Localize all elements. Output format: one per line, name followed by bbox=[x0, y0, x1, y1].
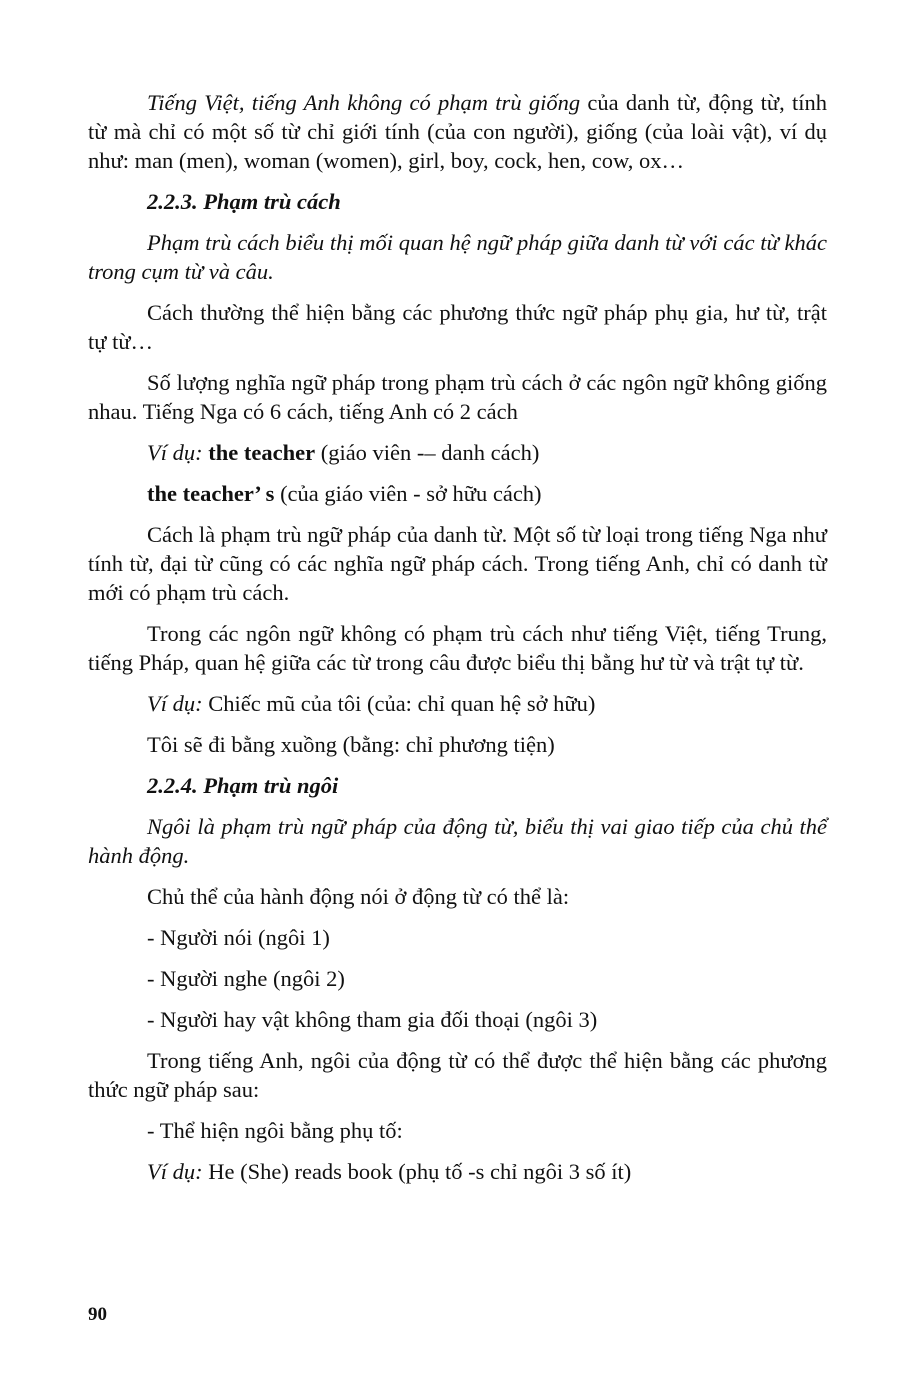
paragraph-case-methods: Cách thường thể hiện bằng các phương thức ngữ pháp phụ gia, hư từ, trật tự từ… bbox=[88, 300, 827, 354]
paragraph-gender-category bbox=[88, 88, 827, 175]
example-text: Chiếc mũ của tôi (của: chỉ quan hệ sở hữu) bbox=[202, 691, 596, 716]
definition-person-category: Ngôi là phạm trù ngữ pháp của động từ, biểu thị vai giao tiếp của chủ thể hành động. bbox=[88, 814, 827, 868]
paragraph-languages-without-case: Trong các ngôn ngữ không có phạm trù cách như tiếng Việt, tiếng Trung, tiếng Pháp, quan hệ giữa các từ trong câu được biểu thị bằng hư từ và trật tự từ. bbox=[88, 621, 827, 675]
example-term: the teacher bbox=[208, 440, 316, 465]
section-heading-2-2-3: 2.2.3. Phạm trù cách bbox=[147, 189, 341, 214]
example-third-person-s bbox=[88, 1157, 827, 1186]
list-item-third-person: - Người hay vật không tham gia đối thoại (ngôi 3) bbox=[147, 1007, 598, 1032]
example-term: the teacher’ s bbox=[147, 481, 275, 506]
example-gloss: (của giáo viên - sở hữu cách) bbox=[274, 481, 542, 506]
paragraph-text: của danh từ, động từ, tính từ mà chỉ có một số từ chỉ giới tính (của con người), giống (của loài vật), ví dụ như: man (men), woman (women), girl, boy, cock, hen, cow, ox… bbox=[88, 90, 827, 173]
list-item-second-person: - Người nghe (ngôi 2) bbox=[147, 966, 345, 991]
example-gloss: (giáo viên -– danh cách) bbox=[315, 440, 540, 465]
paragraph-subject-of-action: Chủ thể của hành động nói ở động từ có thể là: bbox=[147, 884, 570, 909]
example-nominative bbox=[88, 438, 827, 467]
list-item-first-person: - Người nói (ngôi 1) bbox=[147, 925, 330, 950]
paragraph-case-word-classes: Cách là phạm trù ngữ pháp của danh từ. Một số từ loại trong tiếng Nga như tính từ, đại từ cũng có các nghĩa ngữ pháp cách. Trong tiếng Anh, chỉ có danh từ mới có phạm trù cách. bbox=[88, 522, 827, 605]
example-instrument: Tôi sẽ đi bằng xuồng (bằng: chỉ phương tiện) bbox=[147, 732, 555, 757]
list-item-affix: - Thể hiện ngôi bằng phụ tố: bbox=[147, 1118, 403, 1143]
paragraph-case-count: Số lượng nghĩa ngữ pháp trong phạm trù cách ở các ngôn ngữ không giống nhau. Tiếng Nga có 6 cách, tiếng Anh có 2 cách bbox=[88, 370, 827, 424]
example-text: He (She) reads book (phụ tố -s chỉ ngôi 3 số ít) bbox=[202, 1159, 632, 1184]
definition-case-category: Phạm trù cách biểu thị mối quan hệ ngữ pháp giữa danh từ với các từ khác trong cụm từ và câu. bbox=[88, 230, 827, 284]
example-label: Ví dụ: bbox=[147, 691, 203, 716]
section-heading-2-2-4: 2.2.4. Phạm trù ngôi bbox=[147, 773, 339, 798]
example-possessive bbox=[88, 479, 827, 508]
example-label: Ví dụ: bbox=[147, 440, 203, 465]
example-label: Ví dụ: bbox=[147, 1159, 203, 1184]
paragraph-english-person: Trong tiếng Anh, ngôi của động từ có thể được thể hiện bằng các phương thức ngữ pháp sau: bbox=[88, 1048, 827, 1102]
document-page bbox=[88, 88, 827, 1198]
example-possession bbox=[88, 689, 827, 718]
page-number: 90 bbox=[88, 1304, 107, 1325]
italic-lead: Tiếng Việt, tiếng Anh không có phạm trù giống bbox=[147, 90, 581, 115]
